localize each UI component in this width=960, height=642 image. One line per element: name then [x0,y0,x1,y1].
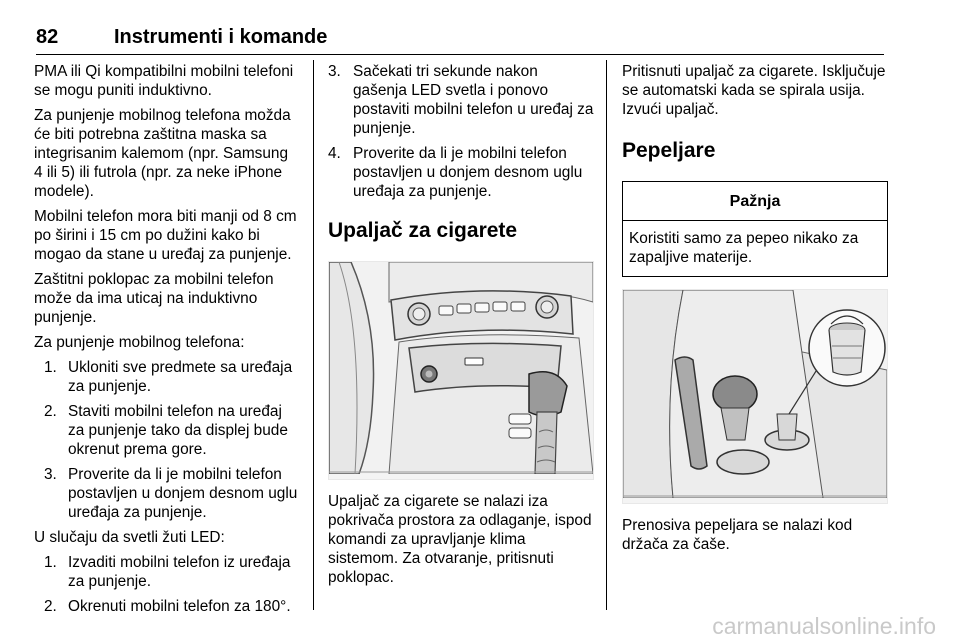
caution-title: Pažnja [623,182,887,221]
list-item [44,402,300,459]
list-item [44,553,300,591]
led-steps-list [34,553,300,616]
charging-steps-list [34,358,300,522]
list-item [328,62,594,138]
list-number: 2. [44,403,57,420]
list-text: Staviti mobilni telefon na uređaj za punjenje tako da displej bude okrenut prema gore. [68,403,288,458]
cigarette-lighter-illustration [328,261,594,480]
header-rule [36,54,884,55]
paragraph: Zaštitni poklopac za mobilni telefon može da ima uticaj na induktivno punjenje. [34,271,274,326]
paragraph: Pritisnuti upaljač za cigarete. Isključuje se automatski kada se spirala usija. Izvući upaljač. [622,63,886,118]
list-number: 1. [44,554,57,571]
paragraph: PMA ili Qi kompatibilni mobilni telefoni se mogu puniti induktivno. [34,63,294,99]
paragraph: Za punjenje mobilnog telefona možda će biti potrebna zaštitna maska sa integrisanim kalemom (npr. Samsung 4 ili 5) ili futrola (npr. za neke iPhone modele). [34,107,291,200]
chapter-title: Instrumenti i komande [114,26,328,48]
column-divider [606,60,607,610]
paragraph: Mobilni telefon mora biti manji od 8 cm po širini i 15 cm po dužini kako bi mogao da stane u uređaj za punjenje. [34,208,297,263]
list-number: 4. [328,145,341,162]
list-text: Izvaditi mobilni telefon iz uređaja za punjenje. [68,554,291,590]
caution-box [622,181,888,277]
section-heading: Upaljač za cigarete [328,219,518,242]
list-text: Ukloniti sve predmete sa uređaja za punjenje. [68,359,293,395]
list-text: Proverite da li je mobilni telefon postavljen u donjem desnom uglu uređaja za punjenje. [68,466,298,521]
list-text: Sačekati tri sekunde nakon gašenja LED svetla i ponovo postaviti mobilni telefon u uređaj za punjenje. [353,63,594,137]
watermark: carmanualsonline.info [712,613,936,639]
paragraph: Upaljač za cigarete se nalazi iza pokrivača prostora za odlaganje, ispod komandi za upravljanje klima sistemom. Za otvaranje, pritisnuti poklopac. [328,493,592,586]
paragraph: Za punjenje mobilnog telefona: [34,334,245,351]
list-number: 3. [44,466,57,483]
led-steps-list-continued [328,62,594,201]
list-item [44,597,300,616]
list-number: 1. [44,359,57,376]
column-3 [622,62,888,560]
list-text: Proverite da li je mobilni telefon postavljen u donjem desnom uglu uređaja za punjenje. [353,145,583,200]
page-number: 82 [36,26,59,48]
section-heading: Pepeljare [622,139,716,162]
list-item [44,358,300,396]
column-1 [34,62,300,622]
list-number: 3. [328,63,341,80]
paragraph: U slučaju da svetli žuti LED: [34,529,225,546]
column-2 [328,62,594,593]
list-item [328,144,594,201]
list-number: 2. [44,598,57,615]
list-text: Okrenuti mobilni telefon za 180°. [68,598,291,615]
paragraph: Prenosiva pepeljara se nalazi kod držača za čaše. [622,517,853,553]
list-item [44,465,300,522]
caution-text: Koristiti samo za pepeo nikako za zapaljive materije. [629,230,859,266]
column-divider [313,60,314,610]
ashtray-illustration [622,289,888,504]
